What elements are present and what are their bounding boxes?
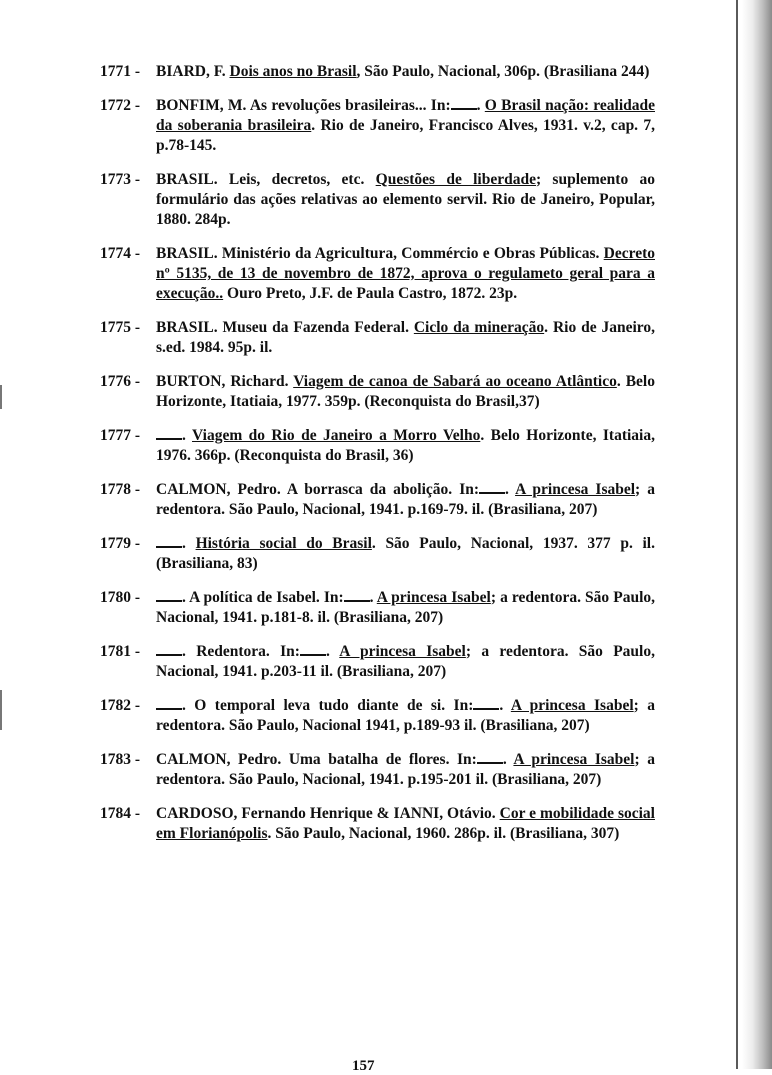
entry-number: 1780 -	[100, 589, 141, 606]
entry-title: Cor e mobilidade social em Florianópolis	[156, 805, 655, 842]
bibliography-entry	[100, 170, 655, 230]
left-edge-mark	[0, 690, 2, 730]
entry-title: A princesa Isabel	[510, 697, 634, 714]
entry-text: BIARD, F. Dois anos no Brasil, São Paulo, Nacional, 306p. (Brasiliana 244)	[156, 63, 650, 80]
entry-text: BRASIL. Leis, decretos, etc. Questões de liberdade; suplemento ao formulário das ações relativas ao elemento servil. Rio de Janeiro, Popular, 1880. 284p.	[156, 171, 655, 228]
bibliography-entry	[100, 318, 655, 358]
entry-number: 1783 -	[100, 751, 141, 768]
entry-number: 1776 -	[100, 373, 141, 390]
bibliography-entry	[100, 804, 655, 844]
entry-title: A princesa Isabel	[339, 643, 466, 660]
entry-title: A princesa Isabel	[515, 481, 636, 498]
entry-number: 1782 -	[100, 697, 141, 714]
entry-text: . História social do Brasil. São Paulo, Nacional, 1937. 377 p. il. (Brasiliana, 83)	[156, 535, 655, 572]
entry-number: 1775 -	[100, 319, 141, 336]
entry-text: BONFIM, M. As revoluções brasileiras... In: . O Brasil nação: realidade da soberania brasileira. Rio de Janeiro, Francisco Alves, 1931. v.2, cap. 7, p.78-145.	[156, 97, 655, 154]
bibliography-entry	[100, 62, 655, 82]
entry-title: A princesa Isabel	[513, 751, 635, 768]
entry-text: . A política de Isabel. In: . A princesa Isabel; a redentora. São Paulo, Nacional, 1941. p.181-8. il. (Brasiliana, 207)	[156, 589, 655, 626]
entry-text: . O temporal leva tudo diante de si. In: . A princesa Isabel; a redentora. São Paulo, Nacional 1941, p.189-93 il. (Brasiliana, 207)	[156, 697, 655, 734]
bibliography-entry	[100, 480, 655, 520]
author-blank-line	[479, 480, 505, 494]
entry-title: Ciclo da mineração	[413, 319, 545, 336]
author-blank-line	[156, 534, 182, 548]
bibliography-entry	[100, 96, 655, 156]
bibliography-entry	[100, 696, 655, 736]
bibliography-list	[100, 62, 655, 858]
left-edge-mark	[0, 385, 2, 409]
author-blank-line	[451, 96, 477, 110]
entry-text: . Redentora. In: . A princesa Isabel; a redentora. São Paulo, Nacional, 1941. p.203-11 il. (Brasiliana, 207)	[156, 643, 655, 680]
entry-number: 1773 -	[100, 171, 141, 188]
entry-number: 1779 -	[100, 535, 141, 552]
entry-title: História social do Brasil	[195, 535, 372, 552]
entry-title: O Brasil nação: realidade da soberania brasileira	[156, 97, 655, 134]
page-edge-line	[736, 0, 738, 1069]
page-edge-shadow	[742, 0, 772, 1069]
entry-text: BURTON, Richard. Viagem de canoa de Sabará ao oceano Atlântico. Belo Horizonte, Itatiaia, 1977. 359p. (Reconquista do Brasil,37)	[156, 373, 655, 410]
entry-text: CALMON, Pedro. Uma batalha de flores. In: . A princesa Isabel; a redentora. São Paulo, Nacional, 1941. p.195-201 il. (Brasiliana, 207)	[156, 751, 655, 788]
entry-text: BRASIL. Ministério da Agricultura, Commércio e Obras Públicas. Decreto nº 5135, de 13 de novembro de 1872, aprova o regulameto geral para a execução.. Ouro Preto, J.F. de Paula Castro, 1872. 23p.	[156, 245, 655, 302]
entry-number: 1781 -	[100, 643, 141, 660]
author-blank-line	[156, 642, 182, 656]
entry-text: BRASIL. Museu da Fazenda Federal. Ciclo da mineração. Rio de Janeiro, s.ed. 1984. 95p. il.	[156, 319, 656, 356]
entry-text: . Viagem do Rio de Janeiro a Morro Velho. Belo Horizonte, Itatiaia, 1976. 366p. (Reconquista do Brasil, 36)	[156, 427, 655, 464]
entry-number: 1771 -	[100, 63, 141, 80]
page-number: 157	[352, 1058, 375, 1074]
entry-title: Decreto nº 5135, de 13 de novembro de 1872, aprova o regulameto geral para a execução..	[156, 245, 655, 302]
entry-title: Viagem de canoa de Sabará ao oceano Atlântico	[293, 373, 617, 390]
entry-number: 1784 -	[100, 805, 141, 822]
entry-number: 1778 -	[100, 481, 141, 498]
entry-title: Viagem do Rio de Janeiro a Morro Velho	[192, 427, 481, 444]
bibliography-entry	[100, 372, 655, 412]
author-blank-line	[473, 696, 499, 710]
bibliography-entry	[100, 642, 655, 682]
entry-title: Questões de liberdade	[375, 171, 536, 188]
entry-text: CALMON, Pedro. A borrasca da abolição. In: . A princesa Isabel; a redentora. São Paulo, Nacional, 1941. p.169-79. il. (Brasiliana, 207)	[156, 481, 655, 518]
bibliography-entry	[100, 534, 655, 574]
entry-number: 1772 -	[100, 97, 141, 114]
entry-title: A princesa Isabel	[376, 589, 491, 606]
bibliography-entry	[100, 750, 655, 790]
entry-number: 1774 -	[100, 245, 141, 262]
author-blank-line	[477, 750, 503, 764]
author-blank-line	[300, 642, 326, 656]
entry-title: Dois anos no Brasil	[229, 63, 357, 80]
author-blank-line	[344, 588, 370, 602]
entry-number: 1777 -	[100, 427, 141, 444]
bibliography-entry	[100, 588, 655, 628]
bibliography-entry	[100, 244, 655, 304]
entry-text: CARDOSO, Fernando Henrique & IANNI, Otávio. Cor e mobilidade social em Florianópolis. São Paulo, Nacional, 1960. 286p. il. (Brasiliana, 307)	[156, 805, 655, 842]
author-blank-line	[156, 426, 182, 440]
author-blank-line	[156, 588, 182, 602]
author-blank-line	[156, 696, 182, 710]
bibliography-entry	[100, 426, 655, 466]
